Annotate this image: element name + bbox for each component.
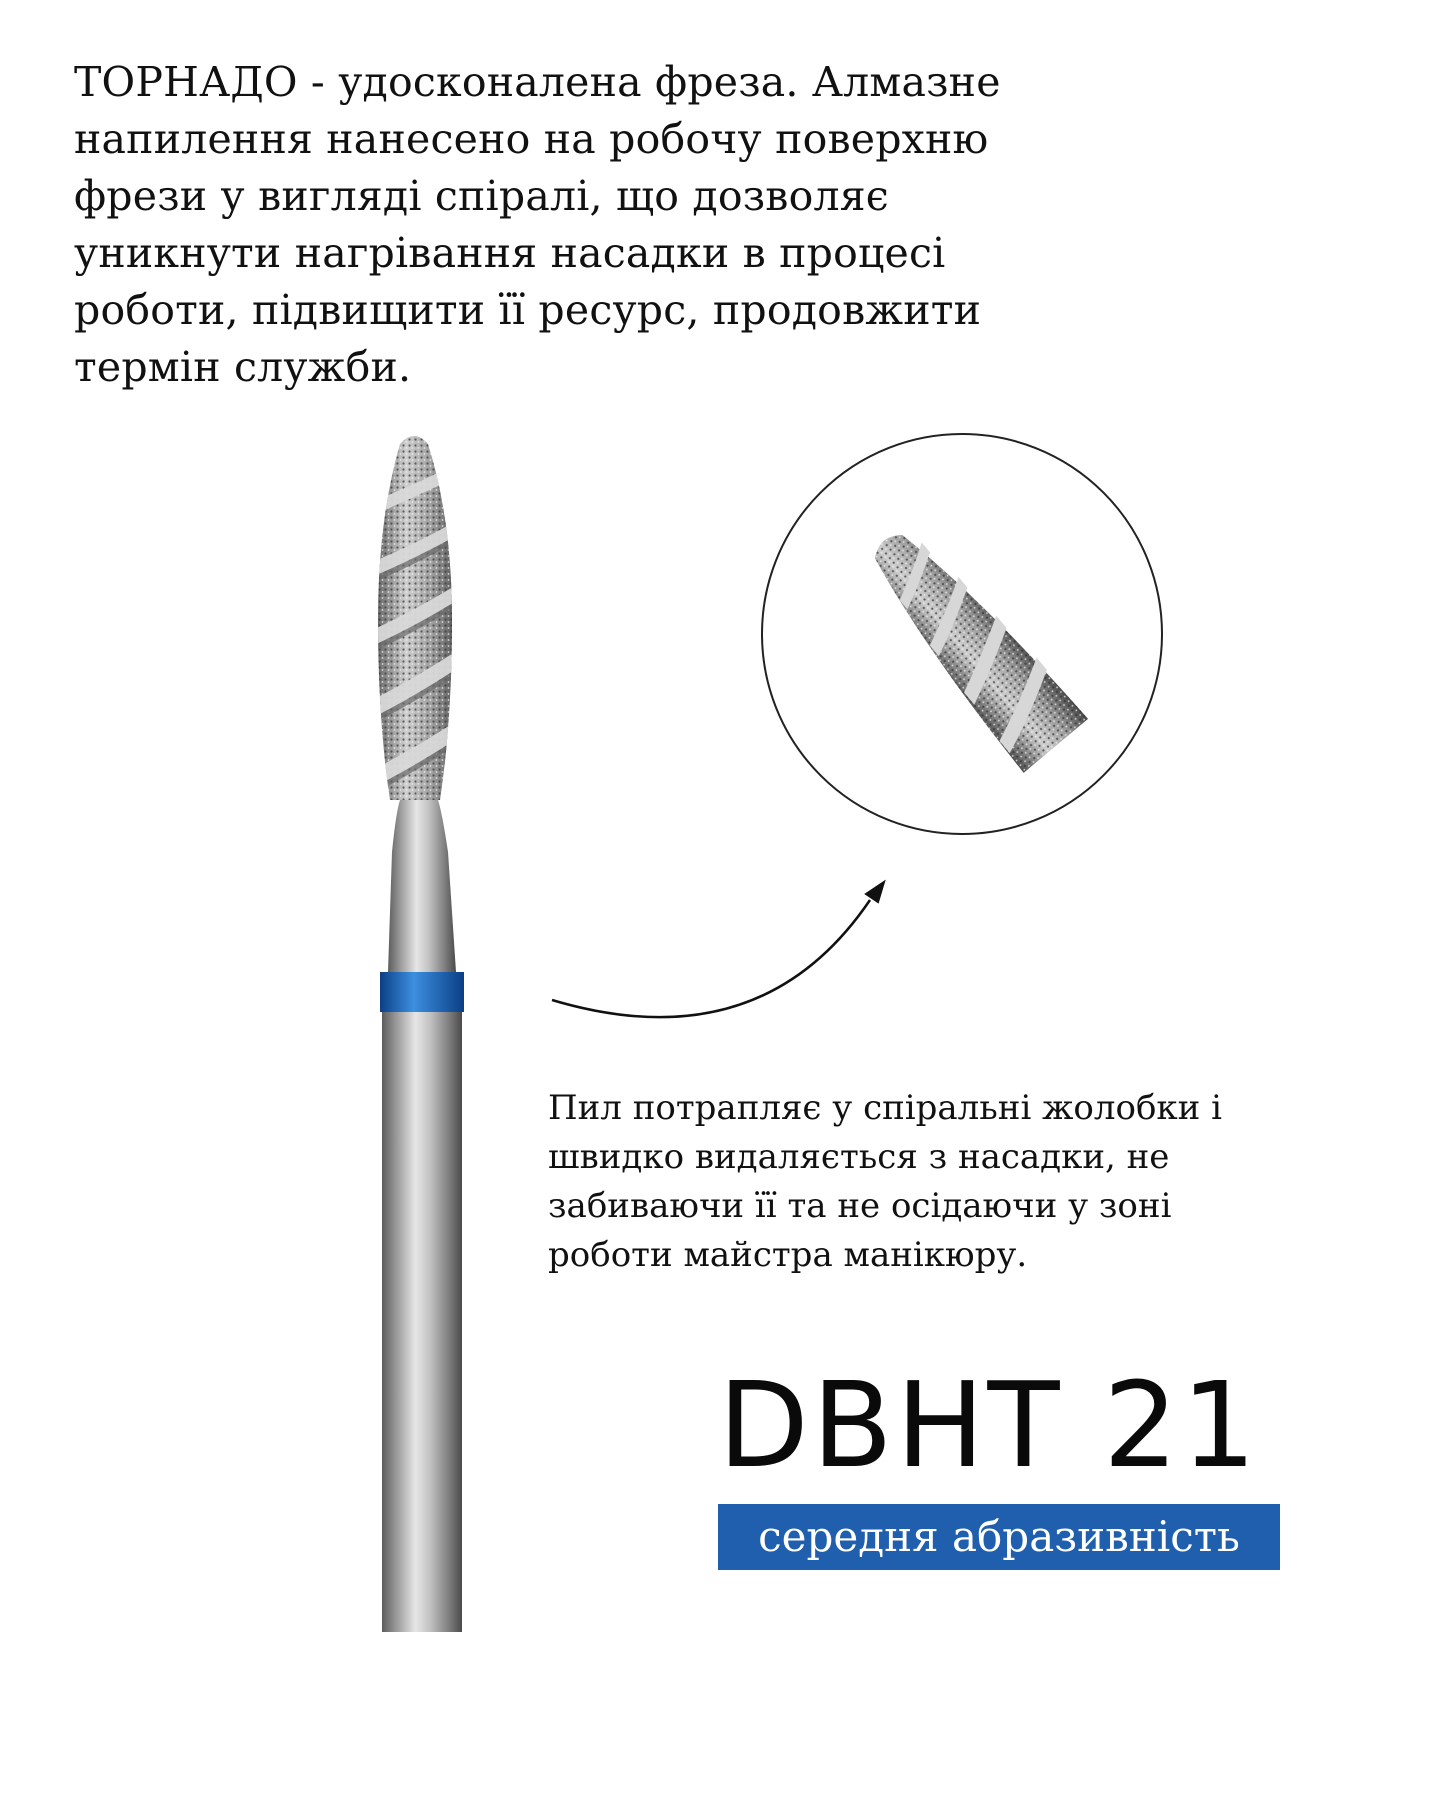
intro-line-6: термін служби.: [74, 343, 412, 391]
note-line-3: забиваючи її та не осідаючи у зоні: [548, 1186, 1172, 1226]
drill-neck: [388, 800, 456, 972]
dust-note: [548, 1084, 1308, 1280]
intro-line-5: роботи, підвищити її ресурс, продовжити: [74, 286, 982, 334]
intro-line-1: ТОРНАДО - удосконалена фреза. Алмазне: [74, 58, 1001, 106]
drill-head: [370, 420, 460, 810]
abrasiveness-badge: середня абразивність: [718, 1504, 1280, 1570]
model-code: DBHT 21: [718, 1356, 1260, 1494]
intro-line-3: фрези у вигляді спіралі, що дозволяє: [74, 172, 889, 220]
note-line-1: Пил потрапляє у спіральні жолобки і: [548, 1088, 1223, 1128]
curved-arrow-icon: [552, 882, 884, 1017]
zoom-view: [762, 434, 1162, 834]
note-line-2: швидко видаляється з насадки, не: [548, 1137, 1170, 1177]
intro-line-4: уникнути нагрівання насадки в процесі: [74, 229, 946, 277]
drill-shank: [382, 1000, 462, 1632]
intro-line-2: напилення нанесено на робочу поверхню: [74, 115, 989, 163]
drill-bit: [370, 420, 464, 1632]
drill-color-band: [380, 972, 464, 1012]
note-line-4: роботи майстра манікюру.: [548, 1235, 1028, 1275]
